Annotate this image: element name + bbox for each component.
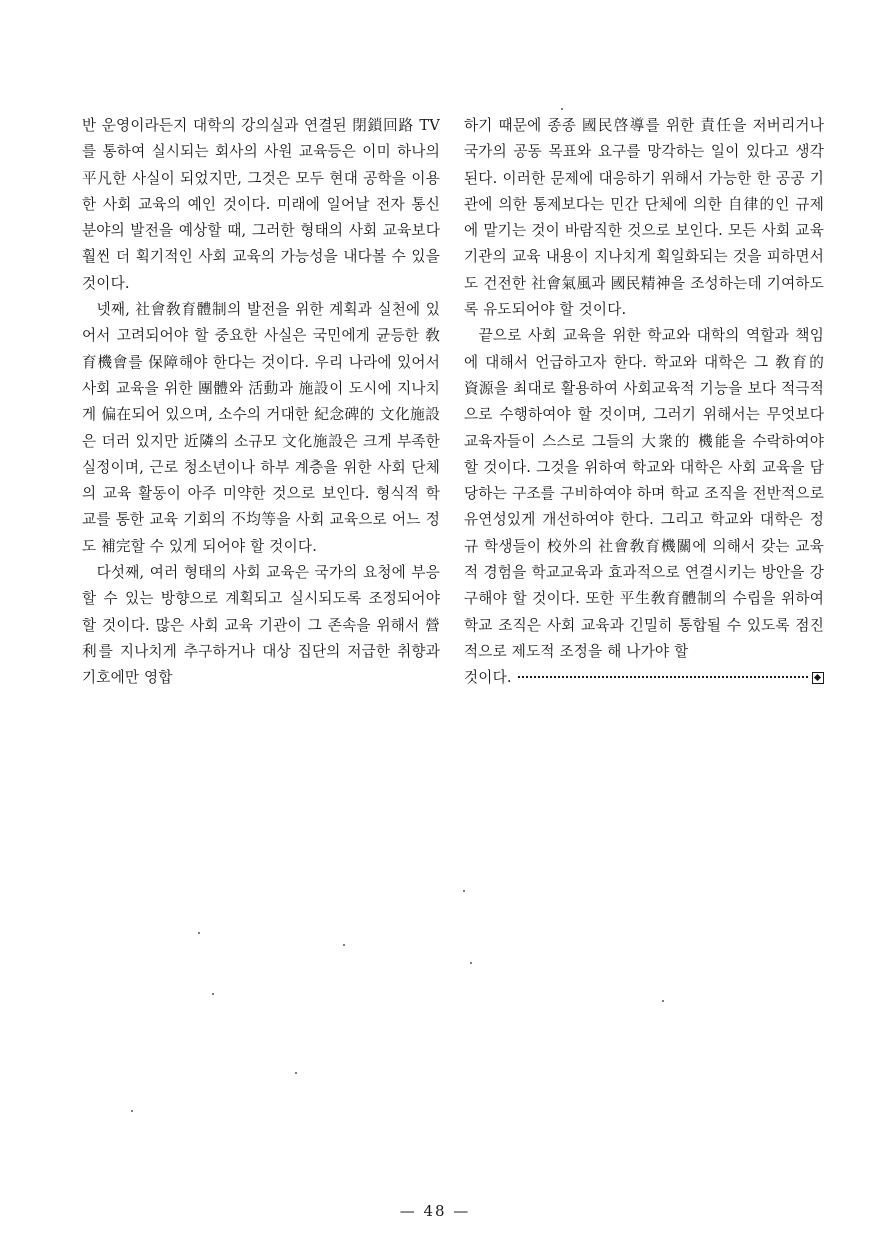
- diamond-in-square-icon: [812, 672, 824, 684]
- right-text-column: [464, 113, 824, 692]
- left-text-column: [82, 113, 440, 692]
- closing-line: [464, 665, 824, 691]
- left-paragraph-1: 반 운영이라든지 대학의 강의실과 연결된 閉鎖回路 TV를 통하여 실시되는 회사의 사원 교육등은 이미 하나의 平凡한 사실이 되었지만, 그것은 모두 현대 공학을 이용한 사회 교육의 예인 것이다. 미래에 일어날 전자 통신 분야의 발전을 예상할 때, 그러한 형태의 사회 교육보다 훨씬 더 획기적인 사회 교육의 가능성을 내다볼 수 있을 것이다.: [82, 117, 440, 292]
- right-paragraph-1: 하기 때문에 종종 國民啓導를 위한 責任을 저버리거나 국가의 공동 목표와 요구를 망각하는 일이 있다고 생각된다. 이러한 문제에 대응하기 위해서 가능한 한 공공 기관에 의한 통제보다는 민간 단체에 의한 自律的인 규제에 맡기는 것이 바람직한 것으로 보인다. 모든 사회 교육 기관의 교육 내용이 지나치게 획일화되는 것을 피하면서도 건전한 社會氣風과 國民精神을 조성하는데 기여하도록 유도되어야 할 것이다.: [464, 117, 824, 319]
- right-paragraph-2: 끝으로 사회 교육을 위한 학교와 대학의 역할과 책임에 대해서 언급하고자 한다. 학교와 대학은 그 敎育的 資源을 최대로 활용하여 사회교육적 기능을 보다 적극적으로 수행하여야 할 것이며, 그러기 위해서는 무엇보다 교육자들이 스스로 그들의 大衆的 機能을 수락하여야 할 것이다. 그것을 위하여 학교와 대학은 사회 교육을 담당하는 구조를 구비하여야 하며 학교 조직을 전반적으로 유연성있게 개선하여야 한다. 그리고 학교와 대학은 정규 학생들이 校外의 社會敎育機關에 의해서 갖는 교육적 경험을 학교교육과 효과적으로 연결시키는 방안을 강구해야 할 것이다. 또한 平生敎育體制의 수립을 위하여 학교 조직은 사회 교육과 긴밀히 통합될 수 있도록 점진적으로 제도적 조정을 해 나가야 할: [464, 327, 824, 660]
- left-paragraph-3: 다섯째, 여러 형태의 사회 교육은 국가의 요청에 부응할 수 있는 방향으로 계획되고 실시되도록 조정되어야 할 것이다. 많은 사회 교육 기관이 그 존속을 위해서 營利를 지나치게 추구하거나 대상 집단의 저급한 취향과 기호에만 영합: [82, 564, 440, 687]
- scan-speck: [662, 1000, 664, 1002]
- scan-speck: [470, 962, 472, 964]
- scan-speck: [198, 932, 200, 934]
- scan-speck: [463, 890, 465, 892]
- scan-speck: [131, 1110, 133, 1112]
- right-paragraph-3: 것이다.: [464, 669, 512, 687]
- page-number: — 48 —: [399, 1202, 471, 1220]
- scan-speck: [343, 944, 345, 946]
- scan-speck: [295, 1072, 297, 1074]
- left-paragraph-2: 넷째, 社會敎育體制의 발전을 위한 계획과 실천에 있어서 고려되어야 할 중요한 사실은 국민에게 균등한 敎育機會를 保障해야 한다는 것이다. 우리 나라에 있어서 사회 교육을 위한 團體와 活動과 施設이 도시에 지나치게 偏在되어 있으며, 소수의 거대한 紀念碑的 文化施設은 더러 있지만 近隣의 소규모 文化施設은 크게 부족한 실정이며, 근로 청소년이나 하부 계층을 위한 사회 단체의 교육 활동이 아주 미약한 것으로 보인다. 형식적 학교를 통한 교육 기회의 不均等을 사회 교육으로 어느 정도 補完할 수 있게 되어야 할 것이다.: [82, 301, 440, 555]
- scan-speck: [561, 108, 563, 110]
- scan-speck: [212, 993, 214, 995]
- leader-dots: [518, 675, 808, 678]
